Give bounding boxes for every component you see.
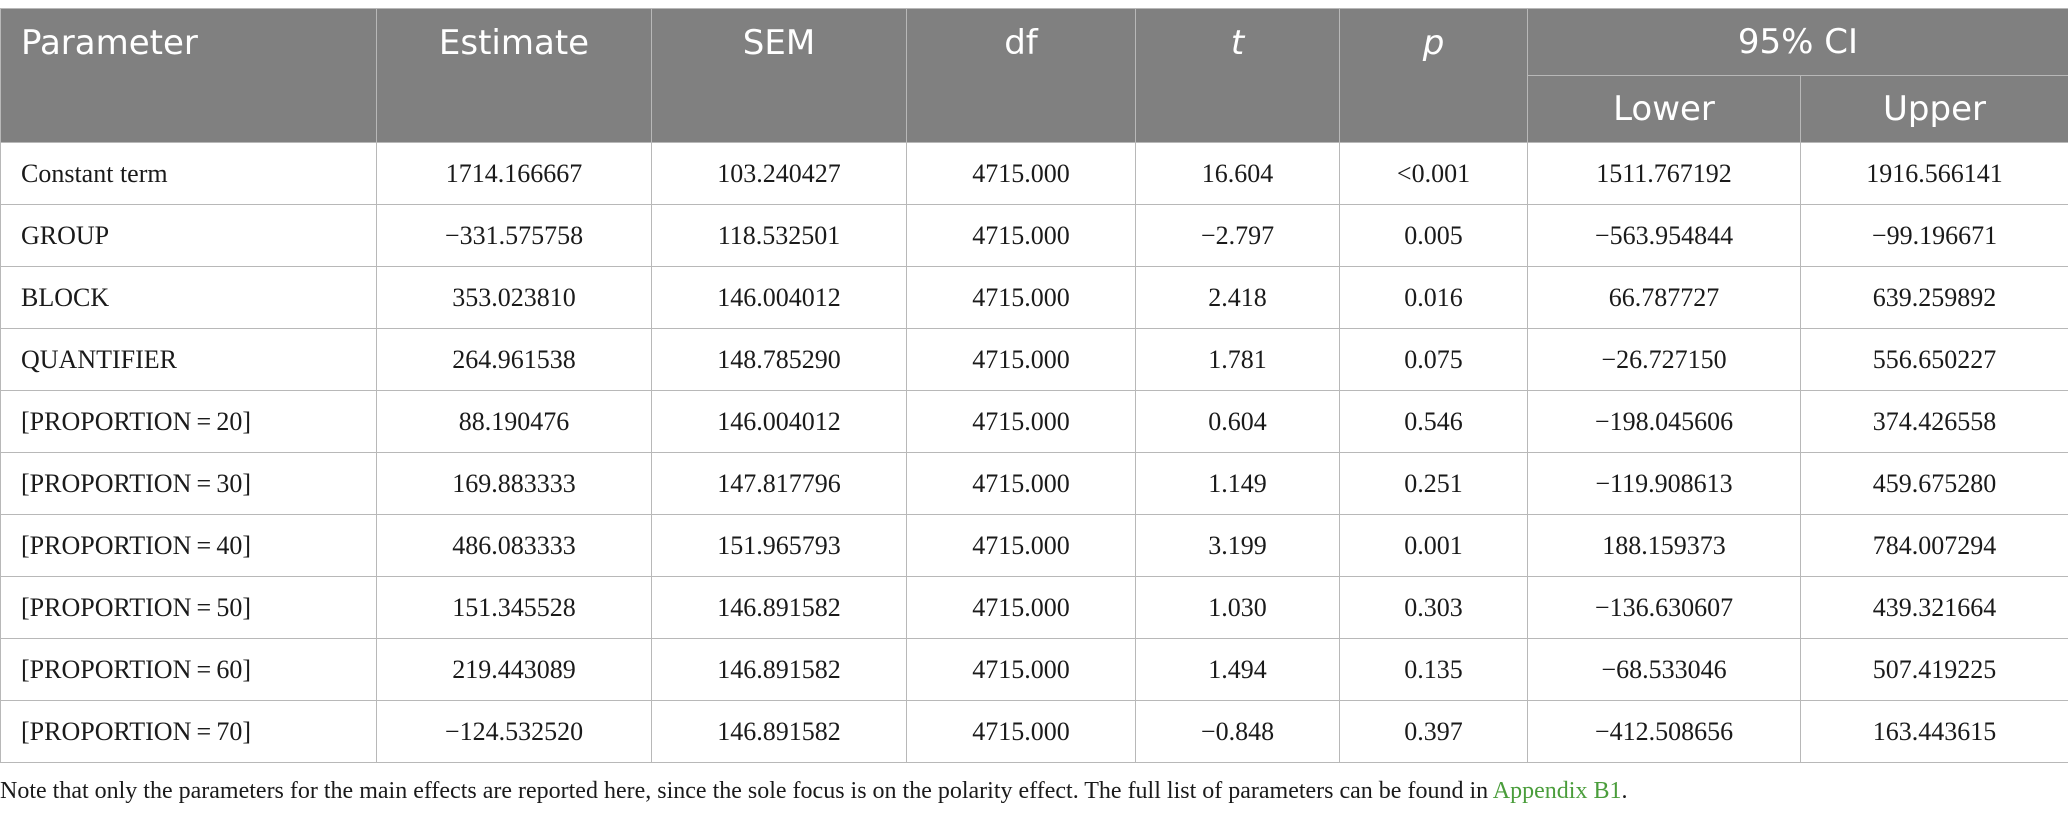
cell-estimate: 219.443089 — [377, 639, 652, 701]
cell-estimate: −331.575758 — [377, 205, 652, 267]
cell-parameter: Constant term — [1, 143, 377, 205]
table-footnote — [0, 778, 2068, 805]
cell-sem: 148.785290 — [652, 329, 907, 391]
table-row — [1, 143, 2068, 205]
cell-parameter: BLOCK — [1, 267, 377, 329]
cell-lower: −563.954844 — [1528, 205, 1801, 267]
cell-t: 1.030 — [1136, 577, 1340, 639]
cell-lower: −68.533046 — [1528, 639, 1801, 701]
cell-df: 4715.000 — [907, 267, 1136, 329]
cell-lower: −198.045606 — [1528, 391, 1801, 453]
cell-lower: −412.508656 — [1528, 701, 1801, 763]
table-row — [1, 701, 2068, 763]
cell-estimate: 151.345528 — [377, 577, 652, 639]
cell-df: 4715.000 — [907, 205, 1136, 267]
cell-t: 1.149 — [1136, 453, 1340, 515]
cell-sem: 146.891582 — [652, 577, 907, 639]
cell-df: 4715.000 — [907, 515, 1136, 577]
cell-sem: 146.891582 — [652, 701, 907, 763]
cell-t: 16.604 — [1136, 143, 1340, 205]
table-row — [1, 639, 2068, 701]
cell-t: 1.494 — [1136, 639, 1340, 701]
cell-parameter: [PROPORTION = 50] — [1, 577, 377, 639]
header-parameter: Parameter — [1, 9, 377, 143]
cell-t: 2.418 — [1136, 267, 1340, 329]
header-p: p — [1340, 9, 1528, 143]
header-estimate: Estimate — [377, 9, 652, 143]
cell-p: 0.546 — [1340, 391, 1528, 453]
cell-parameter: [PROPORTION = 20] — [1, 391, 377, 453]
cell-upper: 784.007294 — [1801, 515, 2068, 577]
cell-upper: 556.650227 — [1801, 329, 2068, 391]
cell-sem: 147.817796 — [652, 453, 907, 515]
cell-p: 0.251 — [1340, 453, 1528, 515]
header-df: df — [907, 9, 1136, 143]
cell-t: 1.781 — [1136, 329, 1340, 391]
cell-df: 4715.000 — [907, 701, 1136, 763]
cell-sem: 146.004012 — [652, 391, 907, 453]
cell-t: −0.848 — [1136, 701, 1340, 763]
cell-df: 4715.000 — [907, 143, 1136, 205]
cell-upper: −99.196671 — [1801, 205, 2068, 267]
header-ci: 95% CI — [1528, 9, 2068, 76]
cell-p: 0.135 — [1340, 639, 1528, 701]
cell-t: −2.797 — [1136, 205, 1340, 267]
cell-lower: 188.159373 — [1528, 515, 1801, 577]
cell-sem: 118.532501 — [652, 205, 907, 267]
cell-upper: 163.443615 — [1801, 701, 2068, 763]
cell-df: 4715.000 — [907, 639, 1136, 701]
cell-lower: 66.787727 — [1528, 267, 1801, 329]
cell-p: 0.303 — [1340, 577, 1528, 639]
cell-parameter: [PROPORTION = 40] — [1, 515, 377, 577]
cell-parameter: QUANTIFIER — [1, 329, 377, 391]
cell-lower: 1511.767192 — [1528, 143, 1801, 205]
cell-df: 4715.000 — [907, 329, 1136, 391]
cell-p: 0.001 — [1340, 515, 1528, 577]
cell-estimate: 264.961538 — [377, 329, 652, 391]
cell-parameter: [PROPORTION = 30] — [1, 453, 377, 515]
cell-estimate: −124.532520 — [377, 701, 652, 763]
footnote-end: . — [1621, 778, 1628, 804]
table-row — [1, 391, 2068, 453]
results-table-container — [0, 8, 2068, 763]
header-upper: Upper — [1801, 76, 2068, 143]
cell-upper: 459.675280 — [1801, 453, 2068, 515]
cell-lower: −136.630607 — [1528, 577, 1801, 639]
cell-upper: 639.259892 — [1801, 267, 2068, 329]
cell-parameter: [PROPORTION = 60] — [1, 639, 377, 701]
cell-upper: 374.426558 — [1801, 391, 2068, 453]
cell-df: 4715.000 — [907, 453, 1136, 515]
cell-estimate: 486.083333 — [377, 515, 652, 577]
cell-p: 0.075 — [1340, 329, 1528, 391]
footnote-text: Note that only the parameters for the main effects are reported here, since the sole focus is on the polarity effect. The full list of parameters can be found in — [0, 778, 1493, 804]
table-row — [1, 453, 2068, 515]
appendix-link[interactable]: Appendix B1 — [1492, 778, 1622, 804]
table-body — [1, 143, 2068, 763]
cell-df: 4715.000 — [907, 577, 1136, 639]
cell-parameter: [PROPORTION = 70] — [1, 701, 377, 763]
cell-p: <0.001 — [1340, 143, 1528, 205]
table-header — [1, 9, 2068, 143]
cell-t: 3.199 — [1136, 515, 1340, 577]
cell-sem: 146.004012 — [652, 267, 907, 329]
cell-sem: 146.891582 — [652, 639, 907, 701]
cell-p: 0.016 — [1340, 267, 1528, 329]
table-row — [1, 515, 2068, 577]
table-row — [1, 329, 2068, 391]
cell-estimate: 1714.166667 — [377, 143, 652, 205]
table-row — [1, 267, 2068, 329]
cell-estimate: 353.023810 — [377, 267, 652, 329]
cell-estimate: 88.190476 — [377, 391, 652, 453]
cell-sem: 151.965793 — [652, 515, 907, 577]
cell-lower: −119.908613 — [1528, 453, 1801, 515]
cell-upper: 507.419225 — [1801, 639, 2068, 701]
cell-lower: −26.727150 — [1528, 329, 1801, 391]
header-sem: SEM — [652, 9, 907, 143]
header-lower: Lower — [1528, 76, 1801, 143]
cell-estimate: 169.883333 — [377, 453, 652, 515]
cell-parameter: GROUP — [1, 205, 377, 267]
table-row — [1, 577, 2068, 639]
cell-upper: 439.321664 — [1801, 577, 2068, 639]
parameter-estimates-table — [0, 8, 2068, 763]
header-t: t — [1136, 9, 1340, 143]
table-row — [1, 205, 2068, 267]
cell-p: 0.397 — [1340, 701, 1528, 763]
cell-df: 4715.000 — [907, 391, 1136, 453]
cell-p: 0.005 — [1340, 205, 1528, 267]
cell-sem: 103.240427 — [652, 143, 907, 205]
cell-t: 0.604 — [1136, 391, 1340, 453]
cell-upper: 1916.566141 — [1801, 143, 2068, 205]
